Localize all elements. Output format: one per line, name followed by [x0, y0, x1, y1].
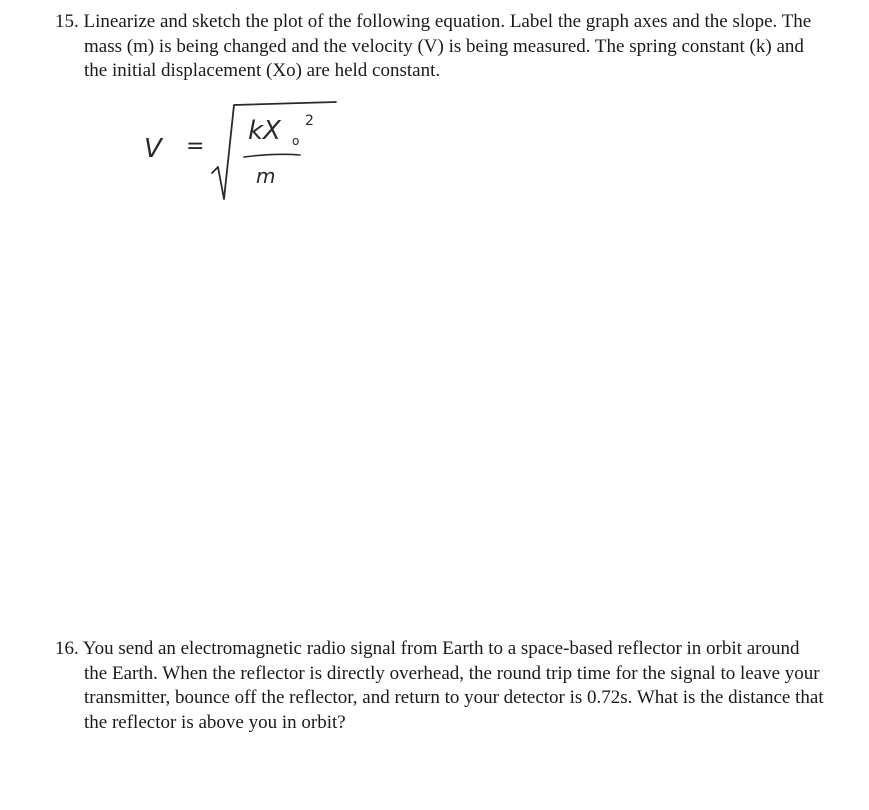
- equation-denominator: m: [256, 164, 276, 188]
- fraction-bar: [244, 154, 300, 157]
- question-16: [55, 637, 825, 735]
- equation-lhs: V: [144, 134, 162, 164]
- equation-equals: =: [186, 134, 205, 159]
- equation-subscript: o: [292, 134, 300, 148]
- handwritten-equation: [140, 95, 350, 210]
- question-15: [55, 10, 825, 84]
- equation-numerator: kX: [248, 116, 281, 146]
- question-15-text: 15. Linearize and sketch the plot of the following equation. Label the graph axes and the slope. The mass (m) is being changed and the velocity (V) is being measured. The spring constant (k) and the initial displacement (Xo) are held constant.: [55, 11, 812, 81]
- equation-exponent: 2: [305, 113, 314, 129]
- question-16-text: 16. You send an electromagnetic radio signal from Earth to a space-based reflector in orbit around the Earth. When the reflector is directly overhead, the round trip time for the signal to leave your transmitter, bounce off the reflector, and return to your detector is 0.72s. What is the distance that the reflector is above you in orbit?: [55, 638, 824, 733]
